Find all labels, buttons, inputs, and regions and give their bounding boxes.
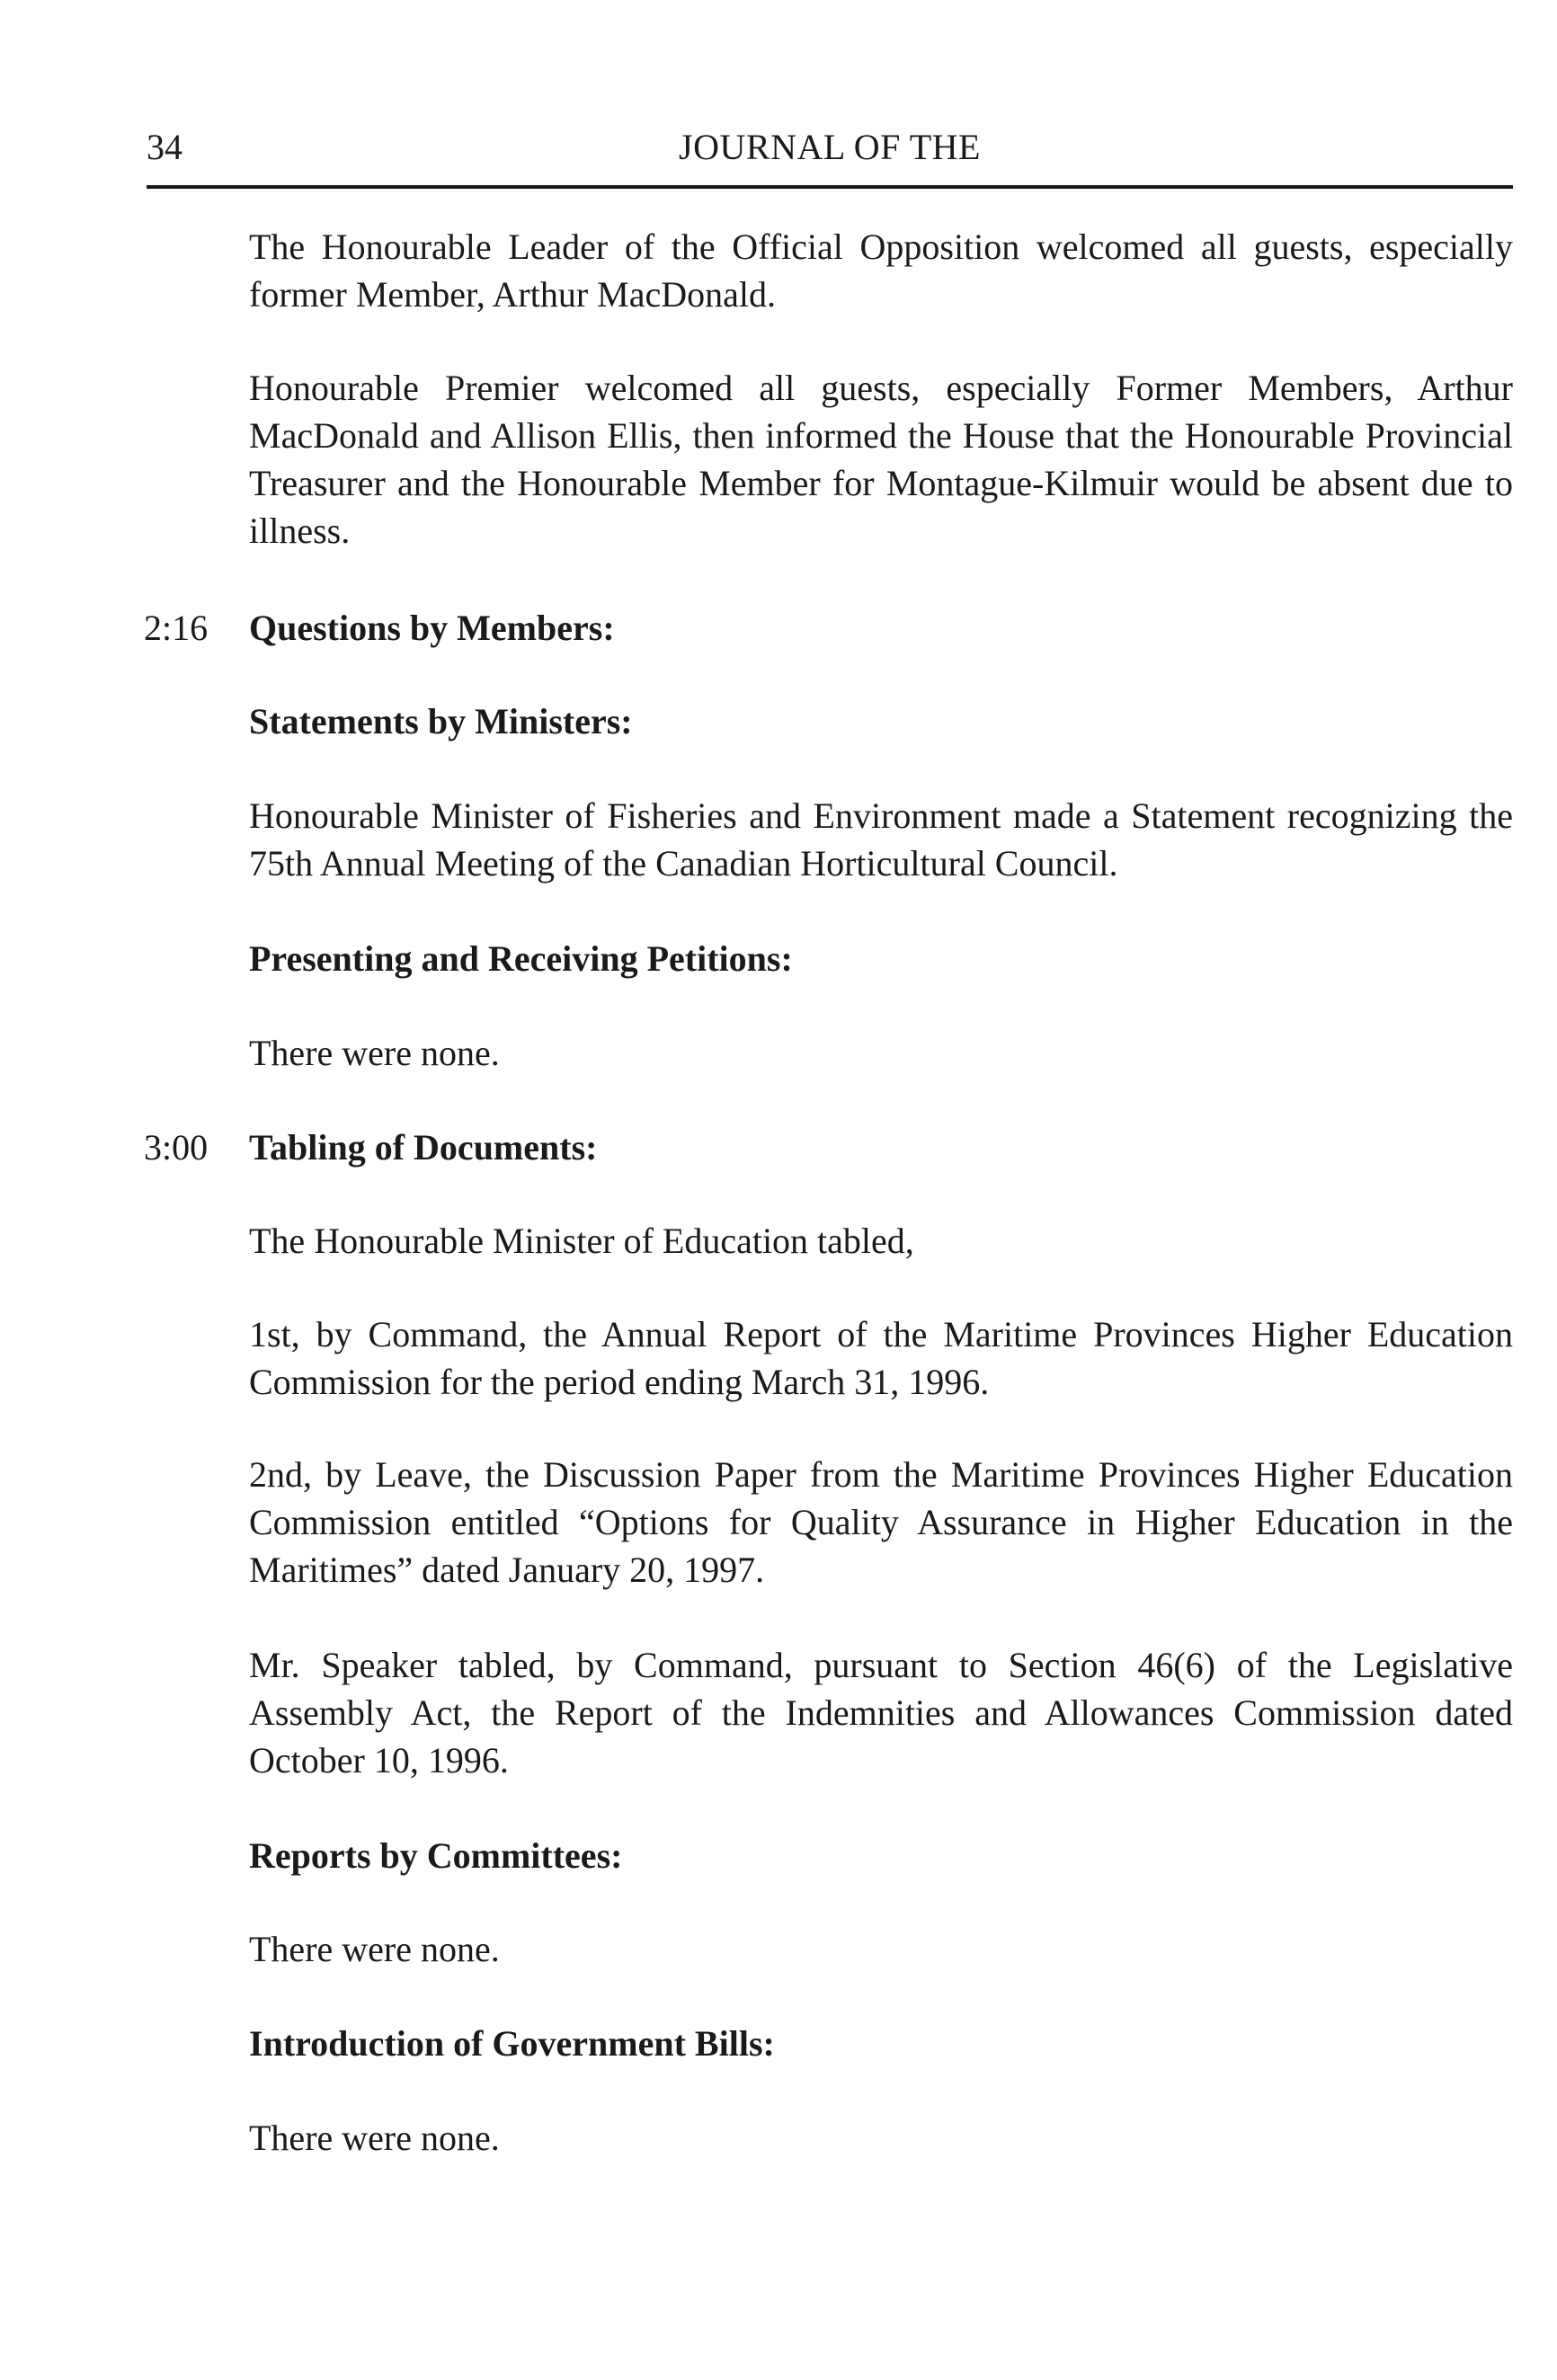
tabling-intro-paragraph: The Honourable Minister of Education tabled, — [249, 1221, 914, 1261]
section-heading: Introduction of Government Bills: — [249, 2023, 775, 2064]
tabled-item-2: 2nd, by Leave, the Discussion Paper from the Maritime Provinces Higher Education Commission entitled “Options for Quality Assurance in Higher Education in the Maritimes” dated January 20, 1997. — [249, 1454, 1513, 1590]
section-heading: Tabling of Documents: — [249, 1127, 598, 1168]
none-note: There were none. — [249, 1033, 500, 1073]
speaker-tabled-paragraph: Mr. Speaker tabled, by Command, pursuant to Section 46(6) of the Legislative Assembly Act, the Report of the Indemnities and Allowances Commission dated October 10, 1996. — [249, 1645, 1513, 1781]
section-heading: Reports by Committees: — [249, 1835, 623, 1876]
time-stamp: 3:00 — [144, 1127, 209, 1168]
time-stamp: 2:16 — [144, 608, 209, 648]
page-number: 34 — [147, 127, 182, 167]
section-heading: Presenting and Receiving Petitions: — [249, 938, 793, 979]
running-head: JOURNAL OF THE — [679, 127, 981, 167]
ministerial-statement-paragraph: Honourable Minister of Fisheries and Environment made a Statement recognizing the 75th Annual Meeting of the Canadian Horticultural Council. — [249, 795, 1513, 884]
page-header — [147, 119, 1513, 189]
none-note: There were none. — [249, 2118, 500, 2158]
none-note: There were none. — [249, 1929, 500, 1969]
tabled-item-1: 1st, by Command, the Annual Report of the Maritime Provinces Higher Education Commission for the period ending March 31, 1996. — [249, 1314, 1513, 1402]
premier-welcome-paragraph: Honourable Premier welcomed all guests, especially Former Members, Arthur MacDonald and Allison Ellis, then informed the House that the Honourable Provincial Treasurer and the Honourable Member for Montague-Kilmuir would be absent due to illness. — [249, 368, 1513, 551]
section-heading: Questions by Members: — [249, 608, 615, 648]
section-heading: Statements by Ministers: — [249, 701, 633, 742]
opposition-welcome-paragraph: The Honourable Leader of the Official Opposition welcomed all guests, especially former Member, Arthur MacDonald. — [249, 226, 1513, 315]
